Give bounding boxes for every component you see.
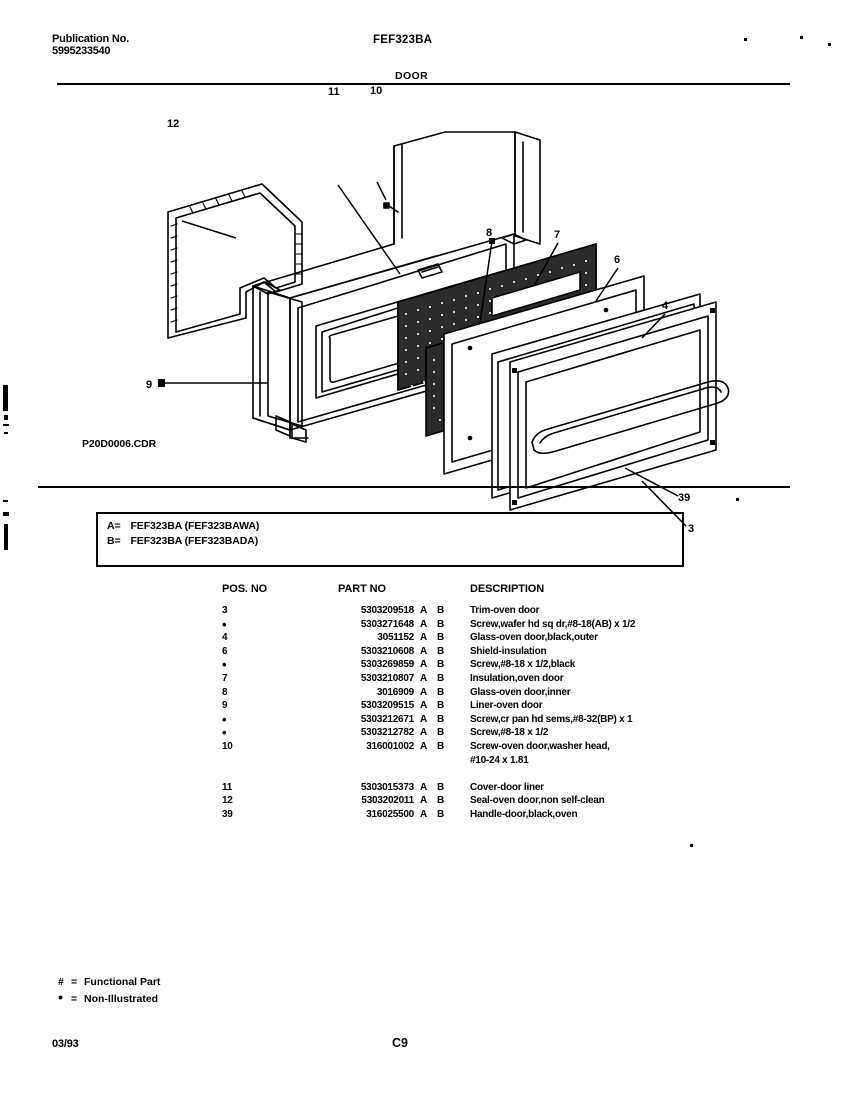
non-illustrated-symbol: • — [58, 989, 63, 1005]
cell-description: Cover-door liner — [470, 781, 544, 793]
section-title: DOOR — [392, 70, 431, 82]
cell-position: 8 — [222, 686, 228, 698]
non-illustrated-eq: = — [71, 993, 78, 1005]
cell-description: Trim-oven door — [470, 605, 540, 616]
callout-9: 9 — [146, 379, 153, 391]
revision-date: 03/93 — [52, 1038, 79, 1050]
cell-description: Liner-oven door — [470, 700, 543, 712]
column-header-desc: DESCRIPTION — [470, 583, 545, 595]
table-row — [0, 646, 848, 660]
note-functional-part — [58, 975, 160, 990]
cell-model-a: A — [420, 618, 427, 630]
cell-position: 11 — [222, 781, 233, 793]
callout-4: 4 — [662, 300, 669, 312]
table-row — [0, 711, 848, 728]
table-row — [0, 673, 848, 687]
cell-position: 39 — [222, 808, 233, 820]
table-row — [0, 782, 848, 796]
callout-7: 7 — [554, 229, 561, 241]
cell-model-a: A — [420, 645, 427, 657]
legend-key-a: A — [107, 520, 115, 532]
table-row-spacer — [0, 768, 848, 782]
cell-part-number: 5303210608 — [360, 645, 414, 657]
functional-part-eq: = — [71, 976, 78, 988]
callout-39: 39 — [678, 492, 691, 504]
table-row — [0, 605, 848, 619]
cell-model-a: A — [420, 672, 427, 684]
cell-part-number: 3051152 — [377, 632, 414, 644]
cell-model-b: B — [437, 632, 444, 644]
table-row — [0, 687, 848, 701]
note-non-illustrated — [58, 990, 160, 1007]
table-row — [0, 795, 848, 809]
cell-part-number: 5303209518 — [360, 605, 414, 616]
cell-description: Glass-oven door,black,outer — [470, 632, 598, 644]
cell-position: • — [222, 616, 227, 632]
cell-model-a: A — [420, 713, 427, 725]
parts-table-body — [0, 605, 848, 823]
legend-key-b: B — [107, 535, 115, 547]
legend-eq-b: = — [114, 535, 121, 547]
section-divider — [38, 486, 790, 488]
functional-part-symbol: # — [58, 976, 64, 988]
scan-artifact — [3, 424, 9, 426]
cell-part-number: 5303271648 — [360, 618, 414, 630]
non-illustrated-text: Non-Illustrated — [84, 993, 159, 1005]
cell-model-b: B — [437, 659, 444, 671]
scan-artifact — [4, 415, 8, 420]
cell-description: Glass-oven door,inner — [470, 686, 571, 698]
cell-model-b: B — [437, 727, 444, 739]
cell-model-b: B — [437, 700, 444, 712]
legend-line-b — [107, 535, 258, 547]
scan-artifact — [4, 432, 8, 434]
cell-position: 12 — [222, 795, 233, 807]
scan-artifact — [3, 512, 9, 516]
column-header-pos: POS. NO — [222, 583, 268, 595]
cell-part-number: 5303212782 — [360, 727, 414, 739]
table-row — [0, 632, 848, 646]
cell-model-b: B — [437, 713, 444, 725]
cell-part-number: 5303210807 — [360, 672, 414, 684]
cell-model-b: B — [437, 686, 444, 698]
cell-model-a: A — [420, 808, 427, 820]
cell-model-b: B — [437, 740, 444, 752]
table-row — [0, 727, 848, 741]
cell-position: 10 — [222, 740, 233, 752]
cell-description: Screw,#8-18 x 1/2,black — [470, 659, 576, 671]
cell-model-a: A — [420, 659, 427, 671]
cell-model-b: B — [437, 808, 444, 820]
cell-description: Screw-oven door,washer head, — [470, 740, 610, 752]
cell-description-cont: #10-24 x 1.81 — [470, 754, 529, 766]
cell-part-number: 5303212671 — [360, 713, 414, 725]
cell-position: 3 — [222, 605, 228, 616]
cell-position: • — [222, 657, 227, 673]
cell-position: • — [222, 725, 227, 741]
cell-position: • — [222, 711, 227, 727]
cell-model-a: A — [420, 632, 427, 644]
cell-description: Insulation,oven door — [470, 672, 564, 684]
scan-artifact — [4, 524, 8, 550]
table-row — [0, 809, 848, 823]
cell-description: Shield-insulation — [470, 645, 547, 657]
scan-artifact — [3, 385, 8, 411]
scan-artifact — [800, 36, 803, 39]
cell-model-a: A — [420, 605, 427, 616]
parts-table — [0, 583, 848, 823]
cell-description: Screw,wafer hd sq dr,#8-18(AB) x 1/2 — [470, 618, 636, 630]
cell-model-a: A — [420, 727, 427, 739]
header-divider — [57, 83, 790, 85]
cell-position: 6 — [222, 645, 228, 657]
callout-10: 10 — [370, 85, 383, 97]
callout-6: 6 — [614, 254, 621, 266]
legend-text-b: FEF323BA (FEF323BADA) — [130, 535, 259, 547]
publication-label: Publication No. — [52, 33, 130, 45]
cell-part-number: 5303202011 — [361, 795, 414, 807]
cell-position: 4 — [222, 632, 228, 644]
table-row — [0, 616, 848, 633]
cell-model-b: B — [437, 605, 444, 616]
cell-part-number: 5303269859 — [360, 659, 414, 671]
model-legend-box — [96, 512, 684, 567]
cell-description: Screw,cr pan hd sems,#8-32(BP) x 1 — [470, 713, 633, 725]
cell-description: Screw,#8-18 x 1/2 — [470, 727, 549, 739]
cell-model-b: B — [437, 781, 444, 793]
scan-artifact — [736, 498, 739, 501]
callout-12: 12 — [167, 118, 180, 130]
page-number: C9 — [392, 1036, 408, 1050]
scan-artifact — [828, 43, 831, 46]
cell-model-a: A — [420, 686, 427, 698]
cell-part-number: 3016909 — [376, 686, 414, 698]
footer-notes — [58, 975, 160, 1007]
cell-model-a: A — [420, 795, 427, 807]
cell-part-number: 316025500 — [366, 808, 414, 820]
cell-part-number: 316001002 — [366, 740, 414, 752]
cell-model-b: B — [437, 645, 444, 657]
callout-8: 8 — [486, 227, 493, 239]
cell-model-b: B — [437, 795, 444, 807]
table-row — [0, 659, 848, 673]
cell-description: Handle-door,black,oven — [470, 808, 578, 820]
legend-line-a — [107, 520, 259, 532]
legend-text-a: FEF323BA (FEF323BAWA) — [130, 520, 260, 532]
cell-position: 9 — [222, 700, 228, 712]
cell-model-a: A — [420, 700, 427, 712]
parts-table-header — [0, 583, 848, 605]
scan-artifact — [3, 500, 8, 502]
cell-model-a: A — [420, 781, 427, 793]
callout-3: 3 — [688, 523, 695, 535]
cell-position: 7 — [222, 672, 228, 684]
table-row — [0, 741, 848, 768]
legend-eq-a: = — [114, 520, 121, 532]
cad-filename: P20D0006.CDR — [82, 438, 157, 450]
callout-11: 11 — [328, 86, 340, 98]
functional-part-text: Functional Part — [84, 976, 161, 988]
model-number-header: FEF323BA — [373, 34, 433, 46]
table-row — [0, 700, 848, 714]
scan-artifact — [744, 38, 747, 41]
column-header-part: PART NO — [338, 583, 386, 595]
publication-number: 5995233540 — [52, 45, 111, 57]
scan-artifact — [690, 844, 693, 847]
cell-part-number: 5303209515 — [360, 700, 414, 712]
cell-model-b: B — [437, 672, 444, 684]
cell-model-b: B — [437, 618, 444, 630]
cell-part-number: 5303015373 — [360, 781, 414, 793]
cell-description: Seal-oven door,non self-clean — [470, 795, 605, 807]
cell-model-a: A — [420, 740, 427, 752]
